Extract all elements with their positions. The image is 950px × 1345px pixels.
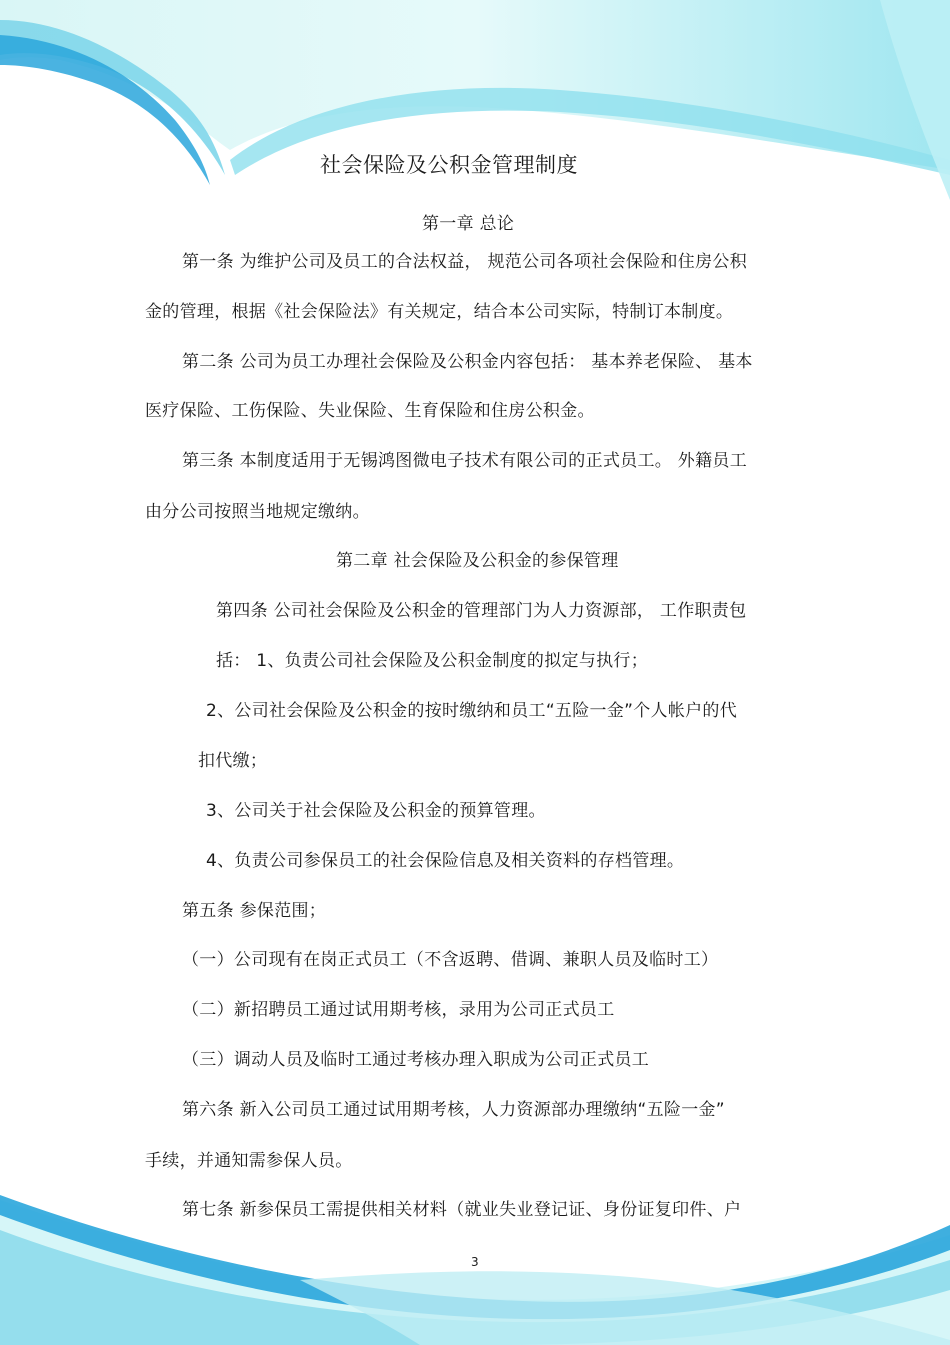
article-4-line-4: 扣代缴； <box>198 751 268 771</box>
article-3-line-1: 第三条 本制度适用于无锡鸿图微电子技术有限公司的正式员工。 外籍员工 <box>182 451 748 471</box>
article-4-line-6: 4、负责公司参保员工的社会保险信息及相关资料的存档管理。 <box>206 851 685 871</box>
page-number: 3 <box>471 1255 479 1269</box>
article-6-line-1: 第六条 新入公司员工通过试用期考核，人力资源部办理缴纳“五险一金” <box>182 1100 725 1120</box>
article-4-line-2: 括： 1、负责公司社会保险及公积金制度的拟定与执行； <box>216 651 649 671</box>
article-7-line-1: 第七条 新参保员工需提供相关材料（就业失业登记证、身份证复印件、户 <box>182 1200 742 1220</box>
document-title: 社会保险及公积金管理制度 <box>320 153 578 177</box>
article-4-line-1: 第四条 公司社会保险及公积金的管理部门为人力资源部， 工作职责包 <box>216 601 747 621</box>
chapter-1-heading: 第一章 总论 <box>422 214 515 234</box>
article-1-line-2: 金的管理，根据《社会保险法》有关规定，结合本公司实际，特制订本制度。 <box>145 302 734 322</box>
article-5-item-2: （二）新招聘员工通过试用期考核，录用为公司正式员工 <box>182 1000 615 1020</box>
article-5-line-1: 第五条 参保范围； <box>182 901 327 921</box>
article-2-line-2: 医疗保险、工伤保险、失业保险、生育保险和住房公积金。 <box>145 401 595 421</box>
article-3-line-2: 由分公司按照当地规定缴纳。 <box>145 502 370 522</box>
article-6-line-2: 手续，并通知需参保人员。 <box>145 1151 353 1171</box>
article-4-line-3: 2、公司社会保险及公积金的按时缴纳和员工“五险一金”个人帐户的代 <box>206 701 738 721</box>
article-2-line-1: 第二条 公司为员工办理社会保险及公积金内容包括： 基本养老保险、 基本 <box>182 352 753 372</box>
article-4-line-5: 3、公司关于社会保险及公积金的预算管理。 <box>206 801 546 821</box>
chapter-2-heading: 第二章 社会保险及公积金的参保管理 <box>336 551 619 571</box>
article-5-item-1: （一）公司现有在岗正式员工（不含返聘、借调、兼职人员及临时工） <box>182 950 719 970</box>
article-5-item-3: （三）调动人员及临时工通过考核办理入职成为公司正式员工 <box>182 1050 650 1070</box>
article-1-line-1: 第一条 为维护公司及员工的合法权益， 规范公司各项社会保险和住房公积 <box>182 252 748 272</box>
